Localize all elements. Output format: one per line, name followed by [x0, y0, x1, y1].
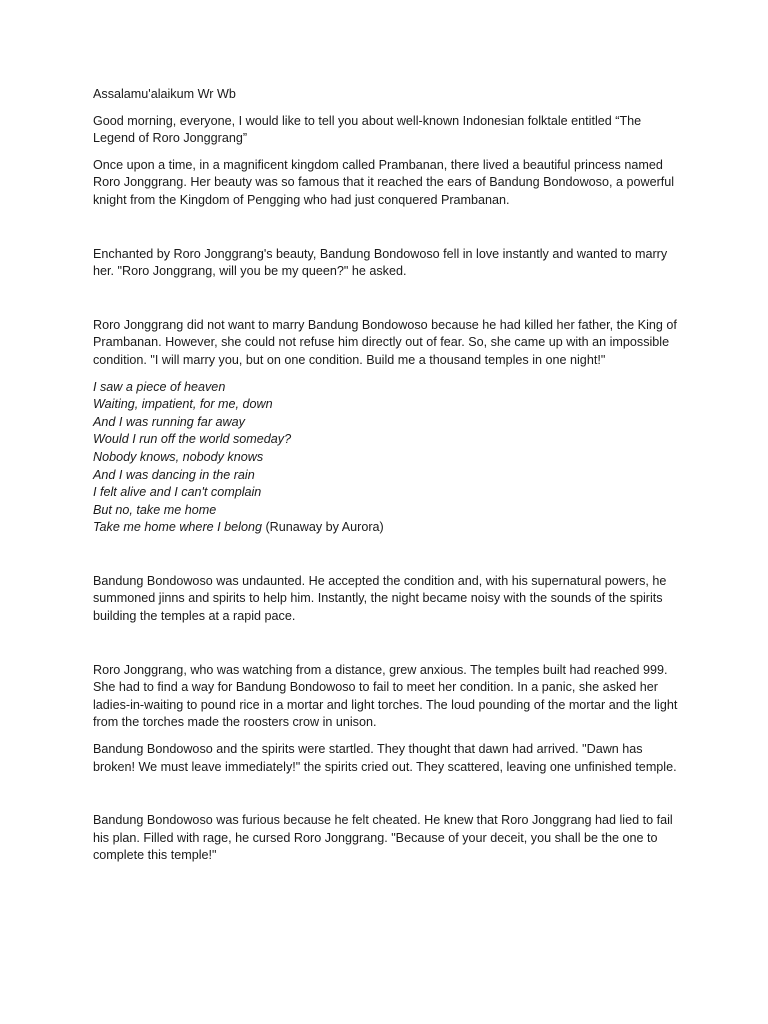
poem-line: Waiting, impatient, for me, down — [93, 397, 273, 412]
poem-last-line — [93, 519, 683, 537]
greeting: Assalamu'alaikum Wr Wb — [93, 87, 236, 101]
paragraph-7: Bandung Bondowoso was furious because he felt cheated. He knew that Roro Jonggrang had lied to fail his plan. Filled with rage, he cursed Roro Jonggrang. "Because of your deceit, you shall be the one to complete this temple!" — [93, 813, 673, 863]
document-body — [93, 86, 683, 865]
poem-credit: (Runaway by Aurora) — [261, 520, 384, 535]
poem-lyrics — [93, 379, 683, 537]
paragraph-5: Roro Jonggrang, who was watching from a distance, grew anxious. The temples built had reached 999. She had to find a way for Bandung Bondowoso to fail to meet her condition. In a panic, she asked her ladies-in-waiting to pound rice in a mortar and light torches. The loud pounding of the mortar and the light from the torches made the roosters crow in unison. — [93, 662, 678, 730]
intro-paragraph: Good morning, everyone, I would like to tell you about well-known Indonesian folktale entitled “The Legend of Roro Jonggrang” — [93, 113, 642, 146]
paragraph-3: Roro Jonggrang did not want to marry Bandung Bondowoso because he had killed her father, the King of Prambanan. However, she could not refuse him directly out of fear. So, she came up with an impossible condition. "I will marry you, but on one condition. Build me a thousand temples in one night!" — [93, 317, 677, 367]
poem-line: Take me home where I belong — [93, 520, 262, 535]
poem-line: Nobody knows, nobody knows — [93, 449, 264, 464]
paragraph-1: Once upon a time, in a magnificent kingdom called Prambanan, there lived a beautiful princess named Roro Jonggrang. Her beauty was so famous that it reached the ears of Bandung Bondowoso, a powerful knight from the Kingdom of Pengging who had just conquered Prambanan. — [93, 157, 675, 207]
paragraph-2: Enchanted by Roro Jonggrang's beauty, Bandung Bondowoso fell in love instantly and wanted to marry her. "Roro Jonggrang, will you be my queen?" he asked. — [93, 246, 668, 279]
poem-line: I felt alive and I can't complain — [93, 485, 262, 500]
poem-line: And I was dancing in the rain — [93, 467, 255, 482]
paragraph-4: Bandung Bondowoso was undaunted. He accepted the condition and, with his supernatural powers, he summoned jinns and spirits to help him. Instantly, the night became noisy with the sounds of the spirits building the temples at a rapid pace. — [93, 573, 667, 624]
paragraph-6: Bandung Bondowoso and the spirits were startled. They thought that dawn had arrived. "Dawn has broken! We must leave immediately!" the spirits cried out. They scattered, leaving one unfinished temple. — [93, 742, 677, 774]
poem-line: I saw a piece of heaven — [93, 379, 226, 394]
poem-line: Would I run off the world someday? — [93, 432, 292, 447]
poem-line: And I was running far away — [93, 414, 245, 429]
poem-line: But no, take me home — [93, 502, 217, 517]
